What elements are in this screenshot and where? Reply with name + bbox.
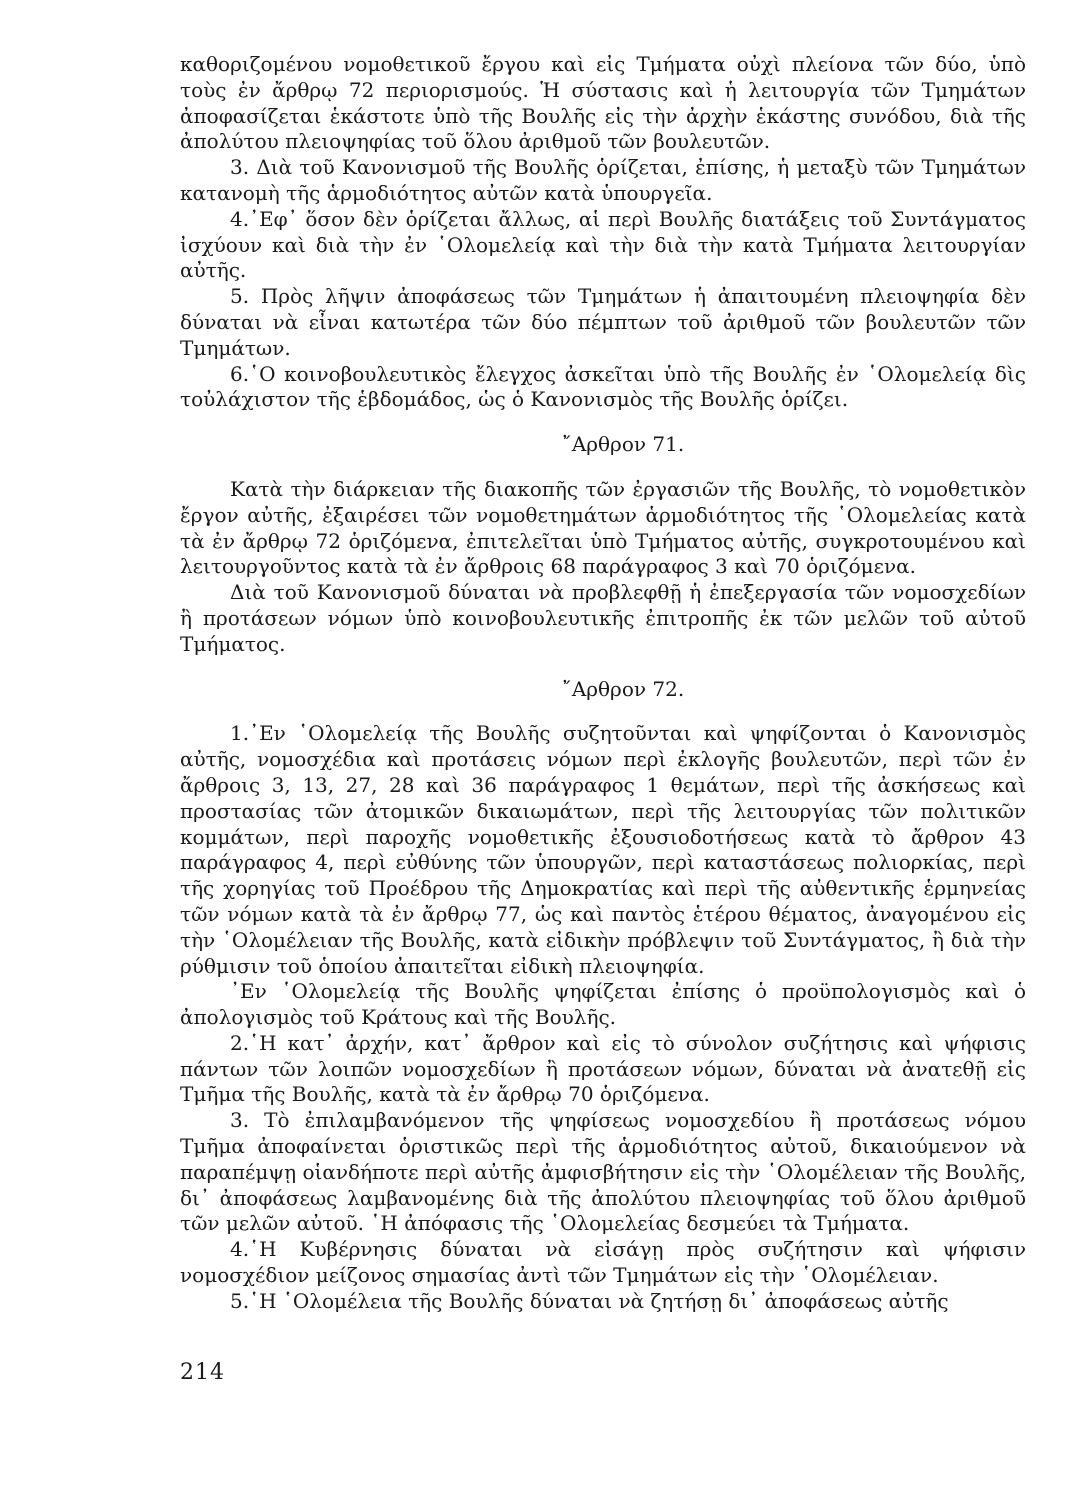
- paragraph-4: 4.᾿Εφ᾿ ὅσον δὲν ὁρίζεται ἄλλως, αἱ περὶ Βουλῆς διατάξεις τοῦ Συντάγματος ἰσχύουν καὶ διὰ τὴν ἐν ῾Ολομελείᾳ καὶ τὴν διὰ τὴν κατὰ Τμήματα λειτουργίαν αὐτῆς.: [180, 206, 1026, 283]
- paragraph-6: 6.῾Ο κοινοβουλευτικὸς ἔλεγχος ἀσκεῖται ὑπὸ τῆς Βουλῆς ἐν ῾Ολομελείᾳ δὶς τοὐλάχιστον τῆς ἑβδομάδος, ὡς ὁ Κανονισμὸς τῆς Βουλῆς ὁρίζει.: [180, 361, 1026, 412]
- article-72-paragraph-5: 5.῾Η ῾Ολομέλεια τῆς Βουλῆς δύναται νὰ ζητήσῃ δι᾿ ἀποφάσεως αὐτῆς: [230, 1288, 949, 1313]
- article-71-paragraph: Κατὰ τὴν διάρκειαν τῆς διακοπῆς τῶν ἐργασιῶν τῆς Βουλῆς, τὸ νομοθετικὸν ἔργον αὐτῆς, ἐξαιρέσει τῶν νομοθετημάτων ἁρμοδιότητος τῆς ῾Ολομελείας κατὰ τὰ ἐν ἄρθρῳ 72 ὁριζόμενα, ἐπιτελεῖται ὑπὸ Τμήματος αὐτῆς, συγκροτουμένου καὶ λειτουργοῦντος κατὰ τὰ ἐν ἄρθροις 68 παράγραφος 3 καὶ 70 ὁριζόμενα.: [180, 476, 1026, 579]
- document-page: [180, 52, 1026, 1315]
- paragraph-3: 3. Διὰ τοῦ Κανονισμοῦ τῆς Βουλῆς ὁρίζεται, ἐπίσης, ἡ μεταξὺ τῶν Τμημάτων κατανομὴ τῆς ἁρμοδιότητος αὐτῶν κατὰ ὑπουργεῖα.: [180, 155, 1026, 205]
- article-72-paragraph-1b: ᾿Εν ῾Ολομελείᾳ τῆς Βουλῆς ψηφίζεται ἐπίσης ὁ προϋπολογισμὸς καὶ ὁ ἀπολογισμὸς τοῦ Κράτους καὶ τῆς Βουλῆς.: [180, 979, 1026, 1030]
- paragraph-5: 5. Πρὸς λῆψιν ἀποφάσεως τῶν Τμημάτων ἡ ἀπαιτουμένη πλειοψηφία δὲν δύναται νὰ εἶναι κατωτέρα τῶν δύο πέμπτων τοῦ ἀριθμοῦ τῶν βουλευτῶν τῶν Τμημάτων.: [180, 284, 1026, 360]
- article-71-heading: ῎Αρθρον 71.: [561, 432, 685, 457]
- article-72-heading: ῎Αρθρον 72.: [561, 676, 685, 701]
- paragraph-continued: καθοριζομένου νομοθετικοῦ ἔργου καὶ εἰς Τμήματα οὐχὶ πλείονα τῶν δύο, ὑπὸ τοὺς ἐν ἄρθρῳ 72 περιορισμούς. Ἡ σύστασις καὶ ἡ λειτουργία τῶν Τμημάτων ἀποφασίζεται ἑκάστοτε ὑπὸ τῆς Βουλῆς εἰς τὴν ἀρχὴν ἑκάστης συνόδου, διὰ τῆς ἀπολύτου πλειοψηφίας τοῦ ὅλου ἀριθμοῦ τῶν βουλευτῶν.: [180, 52, 1026, 154]
- article-72-paragraph-2: 2.῾Η κατ᾿ ἀρχήν, κατ᾿ ἄρθρον καὶ εἰς τὸ σύνολον συζήτησις καὶ ψήφισις πάντων τῶν λοιπῶν νομοσχεδίων ἢ προτάσεων νόμων, δύναται νὰ ἀνατεθῇ εἰς Τμῆμα τῆς Βουλῆς, κατὰ τὰ ἐν ἄρθρῳ 70 ὁριζόμενα.: [180, 1030, 1026, 1107]
- article-72-paragraph-4: 4.῾Η Κυβέρνησις δύναται νὰ εἰσάγῃ πρὸς συζήτησιν καὶ ψήφισιν νομοσχέδιον μείζονος σημασίας ἀντὶ τῶν Τμημάτων εἰς τὴν ῾Ολομέλειαν.: [180, 1237, 1026, 1288]
- page-number: 214: [180, 1360, 225, 1385]
- article-72-paragraph-3: 3. Τὸ ἐπιλαμβανόμενον τῆς ψηφίσεως νομοσχεδίου ἢ προτάσεως νόμου Τμῆμα ἀποφαίνεται ὁριστικῶς περὶ τῆς ἁρμοδιότητος αὐτοῦ, δικαιούμενον νὰ παραπέμψῃ οἱανδήποτε περὶ αὐτῆς ἀμφισβήτησιν εἰς τὴν ῾Ολομέλειαν τῆς Βουλῆς, δι᾿ ἀποφάσεως λαμβανομένης διὰ τῆς ἀπολύτου πλειοψηφίας τοῦ ὅλου ἀριθμοῦ τῶν μελῶν αὐτοῦ. ῾Η ἀπόφασις τῆς ῾Ολομελείας δεσμεύει τὰ Τμήματα.: [180, 1108, 1026, 1236]
- article-71-paragraph: Διὰ τοῦ Κανονισμοῦ δύναται νὰ προβλεφθῇ ἡ ἐπεξεργασία τῶν νομοσχεδίων ἢ προτάσεων νόμων ὑπὸ κοινοβουλευτικῆς ἐπιτροπῆς ἐκ τῶν μελῶν τοῦ αὐτοῦ Τμήματος.: [180, 580, 1026, 656]
- article-72-paragraph-1: 1.᾿Εν ῾Ολομελείᾳ τῆς Βουλῆς συζητοῦνται καὶ ψηφίζονται ὁ Κανονισμὸς αὐτῆς, νομοσχέδια καὶ προτάσεις νόμων περὶ ἐκλογῆς βουλευτῶν, περὶ τῶν ἐν ἄρθροις 3, 13, 27, 28 καὶ 36 παράγραφος 1 θεμάτων, περὶ τῆς ἀσκήσεως καὶ προστασίας τῶν ἀτομικῶν δικαιωμάτων, περὶ τῆς λειτουργίας τῶν πολιτικῶν κομμάτων, περὶ παροχῆς νομοθετικῆς ἐξουσιοδοτήσεως κατὰ τὸ ἄρθρον 43 παράγραφος 4, περὶ εὐθύνης τῶν ὑπουργῶν, περὶ καταστάσεως πολιορκίας, περὶ τῆς χορηγίας τοῦ Προέδρου τῆς Δημοκρατίας καὶ περὶ τῆς αὐθεντικῆς ἑρμηνείας τῶν νόμων κατὰ τὰ ἐν ἄρθρῳ 77, ὡς καὶ παντὸς ἑτέρου θέματος, ἀναγομένου εἰς τὴν ῾Ολομέλειαν τῆς Βουλῆς, κατὰ εἰδικὴν πρόβλεψιν τοῦ Συντάγματος, ἢ διὰ τὴν ρύθμισιν τοῦ ὁποίου ἀπαιτεῖται εἰδικὴ πλειοψηφία.: [180, 721, 1026, 978]
